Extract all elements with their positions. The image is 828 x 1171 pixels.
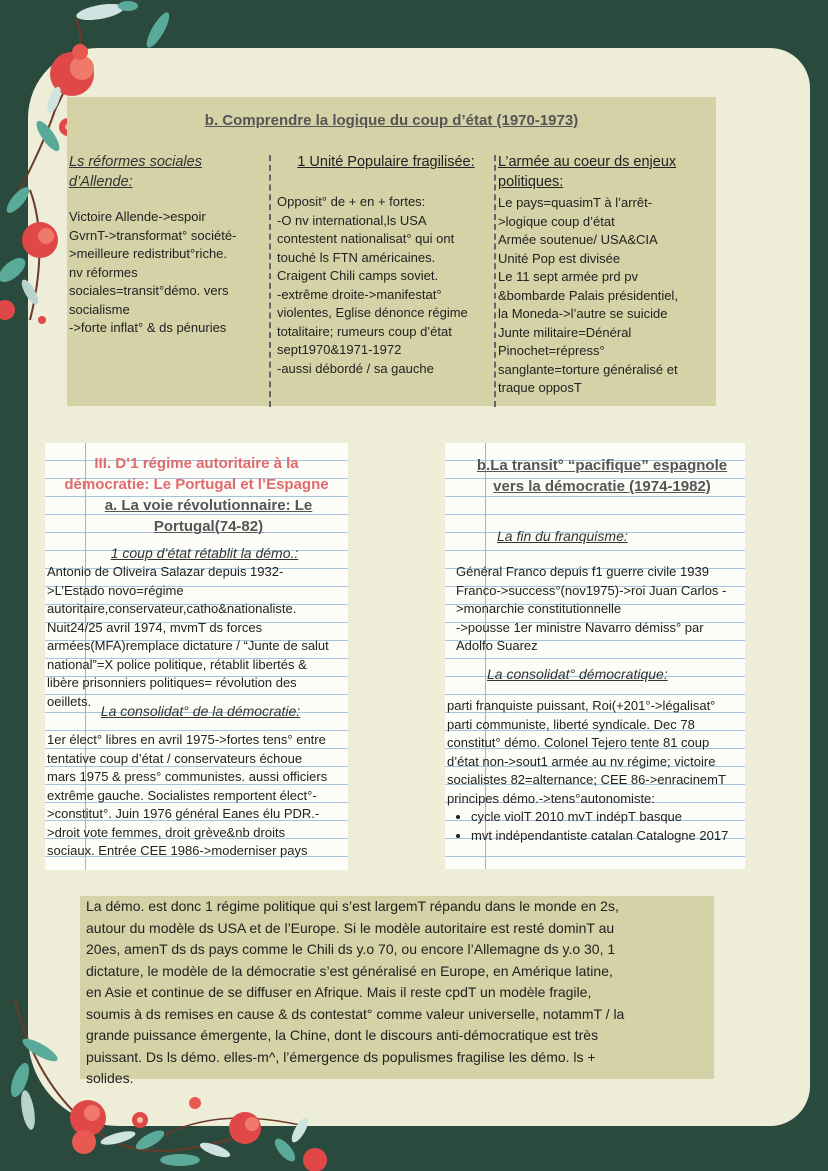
- espagne-heading-consolidation: La consolidat° démocratique:: [487, 666, 668, 682]
- text-line: >constitut°. Juin 1976 général Eanes élu PDR.-: [47, 806, 320, 821]
- notebook-portugal: [45, 443, 348, 870]
- text-line: Le 11 sept armée prd pv: [498, 269, 638, 284]
- text-line: principes démo.->tens°autonomiste:: [447, 790, 655, 806]
- col-reformes-allende: [69, 152, 269, 338]
- text-line: ->pousse 1er ministre Navarro démiss° par: [456, 619, 704, 635]
- text-line: sociaux. Entrée CEE 1986->moderniser pays: [47, 843, 308, 858]
- heading-line: politiques:: [498, 174, 564, 190]
- text-line: 20es, amenT ds ds pays comme le Chili ds y.o 70, ou encore l’Allemagne ds y.o 30, 1: [86, 941, 616, 957]
- espagne-bullet-list: [447, 808, 745, 845]
- col1-text: [69, 208, 269, 338]
- text-line: sanglante=torture généralisé et: [498, 361, 678, 377]
- espagne-para2: [447, 697, 745, 845]
- section-b-coup-detat: [67, 97, 716, 406]
- text-line: totalitaire; rumeurs coup d’état: [277, 323, 452, 339]
- text-line: armées(MFA)remplace dictature / “Junte de salut: [47, 638, 329, 653]
- portugal-para1: [47, 563, 347, 711]
- text-line: dictature, le modèle de la démocratie s’est généralisé en Europe, en Amérique latine,: [86, 962, 613, 979]
- section-iii-title: [45, 453, 348, 495]
- col2-text: [277, 193, 495, 378]
- text-line: -extrême droite->manifestat°: [277, 286, 442, 302]
- text-line: constitut° démo. Colonel Tejero tente 81 coup: [447, 735, 710, 750]
- text-line: oeillets.: [47, 693, 92, 709]
- text-line: Victoire Allende->espoir: [69, 209, 206, 224]
- text-line: contestent nationalisat° qui ont: [277, 231, 455, 246]
- text-line: nv réformes: [69, 264, 138, 280]
- text-line: Nuit24/25 avril 1974, mvmT ds forces: [47, 619, 263, 635]
- col-unite-populaire: [277, 152, 495, 378]
- text-line: autoritaire,conservateur,catho&nationaliste.: [47, 601, 297, 616]
- text-line: soumis à ds remises en cause & ds contestat° comme valeur universelle, notammT / la: [86, 1005, 625, 1022]
- text-line: en Asie et continue de se diffuser en Afrique. Mais il reste cpdT un modèle fragile,: [86, 984, 592, 1000]
- text-line: >L’Estado novo=régime: [47, 582, 184, 598]
- title-line: b.La transit° “pacifique” espagnole: [476, 457, 728, 474]
- portugal-titles: [45, 453, 348, 537]
- list-item: • mvt indépendantiste catalan Catalogne 2017: [471, 827, 745, 846]
- espagne-para1: [456, 563, 745, 656]
- heading-line: L’armée au coeur ds enjeux: [498, 154, 677, 170]
- title-line: démocratie: Le Portugal et l’Espagne: [64, 476, 329, 493]
- column-divider: [269, 155, 271, 407]
- title-line: III. D’1 régime autoritaire à la: [94, 455, 299, 472]
- text-line: solides.: [86, 1070, 134, 1086]
- text-line: parti communiste, liberté syndicale. Dec 78: [447, 716, 695, 732]
- text-line: touché ls FTN américaines.: [277, 249, 436, 265]
- text-line: Antonio de Oliveira Salazar depuis 1932-: [47, 564, 284, 579]
- text-line: national”=X police politique, rétablit libertés &: [47, 656, 307, 672]
- text-line: >monarchie constitutionnelle: [456, 601, 622, 616]
- portugal-subtitle: [45, 495, 348, 537]
- text-line: Armée soutenue/ USA&CIA: [498, 232, 658, 247]
- text-line: sept1970&1971-1972: [277, 342, 402, 357]
- text-line: extrême gauche. Socialistes remportent élect°-: [47, 787, 317, 803]
- text-line: socialisme: [69, 301, 130, 317]
- text-line: parti franquiste puissant, Roi(+201°->légalisat°: [447, 698, 716, 713]
- portugal-heading-consolidation: La consolidat° de la démocratie:: [100, 703, 301, 719]
- espagne-subtitle: [445, 455, 745, 497]
- col-armee-enjeux: [498, 152, 713, 398]
- conclusion-box: [80, 896, 714, 1086]
- col1-heading: Ls réformes sociales d’Allende:: [69, 154, 202, 190]
- text-line: Franco->success°(nov1975)->roi Juan Carlos -: [456, 582, 727, 598]
- list-item: • cycle violT 2010 mvT indépT basque: [471, 808, 745, 827]
- text-line: traque opposT: [498, 380, 582, 395]
- title-line: a. La voie révolutionnaire: Le: [104, 497, 313, 514]
- column-divider: [494, 155, 496, 407]
- text-line: grande puissance émergente, la Chine, dont le discours anti-démocratique est très: [86, 1027, 599, 1043]
- leaf-icon: [75, 1, 125, 23]
- portugal-heading-coup: 1 coup d’état rétablit la démo.:: [110, 545, 299, 561]
- text-line: Le pays=quasimT à l’arrêt-: [498, 195, 653, 210]
- text-line: Opposit° de + en + fortes:: [277, 194, 426, 209]
- portugal-para2: [47, 731, 348, 861]
- title-line: vers la démocratie (1974-1982): [493, 478, 711, 495]
- text-line: Craigent Chili camps soviet.: [277, 268, 439, 283]
- text-line: libère prisonniers politiques= révolution des: [47, 675, 297, 690]
- text-line: sociales=transit°démo. vers: [69, 283, 229, 298]
- text-line: ->forte inflat° & ds pénuries: [69, 320, 227, 335]
- text-line: GvrnT->transformat° société-: [69, 227, 237, 243]
- text-line: -aussi débordé / sa gauche: [277, 360, 434, 376]
- text-line: socialistes 82=alternance; CEE 86->enracinemT: [447, 772, 726, 787]
- text-line: d’état non->sout1 armée au nv régime; victoire: [447, 753, 716, 769]
- leaf-icon: [143, 10, 173, 51]
- text-line: >logique coup d’état: [498, 213, 615, 229]
- text-line: puissant. Ds ls démo. elles-m^, l’émergence ds populismes fragilise les démo. ls +: [86, 1048, 596, 1065]
- text-line: mars 1975 & press° communistes. aussi officiers: [47, 769, 328, 784]
- notebook-espagne: [445, 443, 745, 869]
- text-line: >droit vote femmes, droit grève&nb droits: [47, 824, 286, 840]
- text-line: tentative coup d’état / conservateurs échoue: [47, 750, 303, 766]
- text-line: &bombarde Palais présidentiel,: [498, 287, 678, 303]
- text-line: autour du modèle ds USA et de l’Europe. Si le modèle autoritaire est resté dominT au: [86, 919, 615, 936]
- text-line: Adolfo Suarez: [456, 638, 538, 653]
- col2-heading: 1 Unité Populaire fragilisée:: [297, 154, 475, 170]
- text-line: -O nv international,ls USA: [277, 212, 427, 228]
- title-line: Portugal(74-82): [153, 518, 264, 535]
- text-line: violentes, Eglise dénonce régime: [277, 305, 468, 320]
- text-line: 1er élect° libres en avril 1975->fortes tens° entre: [47, 732, 326, 747]
- col3-heading: [498, 152, 713, 192]
- text-line: Junte militaire=Dénéral: [498, 324, 632, 340]
- text-line: Pinochet=répress°: [498, 343, 605, 358]
- espagne-heading-franquisme: La fin du franquisme:: [497, 528, 628, 544]
- text-line: Général Franco depuis f1 guerre civile 1939: [456, 564, 709, 579]
- text-line: >meilleure redistribut°riche.: [69, 246, 228, 261]
- text-line: La démo. est donc 1 régime politique qui s’est largemT répandu dans le monde en 2s,: [86, 898, 619, 914]
- section-b-title: b. Comprendre la logique du coup d’état (1970-1973): [204, 112, 579, 129]
- text-line: la Moneda->l’autre se suicide: [498, 306, 668, 321]
- col3-text: [498, 194, 713, 398]
- text-line: Unité Pop est divisée: [498, 250, 621, 266]
